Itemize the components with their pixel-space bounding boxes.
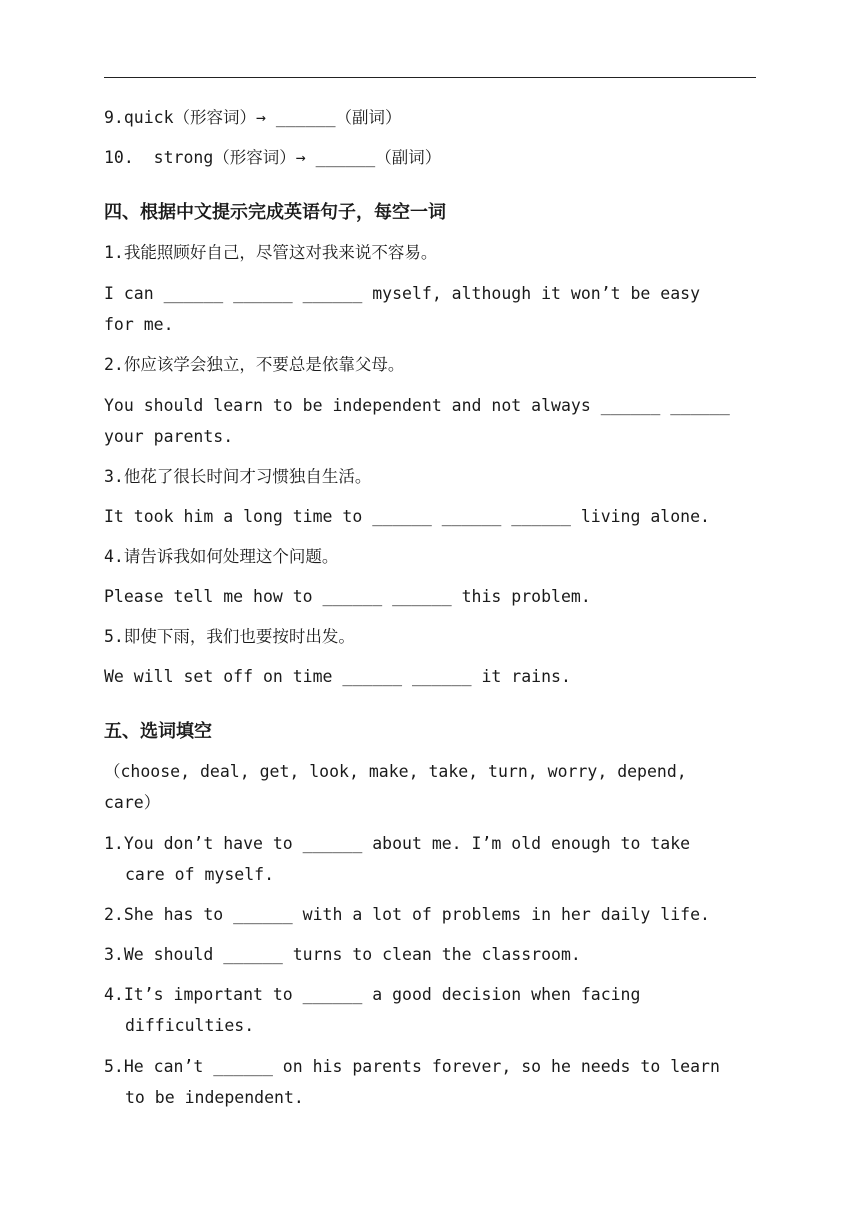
s4-q1-chinese: 1.我能照顾好自己，尽管这对我来说不容易。 [104, 243, 438, 262]
s4-q4-english: Please tell me how to ______ ______ this problem. [104, 587, 591, 606]
s4-q5-english: We will set off on time ______ ______ it rains. [104, 667, 571, 686]
s4-q2-english: You should learn to be independent and not always ______ ______ [104, 396, 730, 415]
s4-q1-english: I can ______ ______ ______ myself, although it won’t be easy [104, 284, 701, 303]
s5-word-bank: （choose, deal, get, look, make, take, turn, worry, depend, [104, 762, 687, 781]
s5-q5-cont: to be independent. [125, 1088, 304, 1107]
s4-q2-chinese: 2.你应该学会独立，不要总是依靠父母。 [104, 355, 405, 374]
s5-q2: 2.She has to ______ with a lot of problems in her daily life. [104, 905, 710, 924]
s4-q4-chinese: 4.请告诉我如何处理这个问题。 [104, 547, 339, 566]
s5-q4: 4.It’s important to ______ a good decision when facing [104, 985, 641, 1004]
s5-word-bank-cont: care） [104, 793, 161, 812]
section-5-heading: 五、选词填空 [104, 721, 212, 742]
header-rule [104, 77, 756, 78]
s5-q1: 1.You don’t have to ______ about me. I’m old enough to take [104, 834, 691, 853]
exercise-item-9: 9.quick（形容词）→ ______（副词） [104, 108, 402, 127]
s4-q2-english-cont: your parents. [104, 427, 234, 446]
exercise-item-10: 10. strong（形容词）→ ______（副词） [104, 148, 442, 167]
s4-q3-chinese: 3.他花了很长时间才习惯独自生活。 [104, 467, 372, 486]
s4-q5-chinese: 5.即使下雨，我们也要按时出发。 [104, 627, 355, 646]
section-4-heading: 四、根据中文提示完成英语句子，每空一词 [104, 202, 446, 223]
s5-q5: 5.He can’t ______ on his parents forever, so he needs to learn [104, 1057, 720, 1076]
s4-q3-english: It took him a long time to ______ ______ ______ living alone. [104, 507, 710, 526]
s4-q1-english-cont: for me. [104, 315, 174, 334]
s5-q1-cont: care of myself. [125, 865, 275, 884]
s5-q4-cont: difficulties. [125, 1016, 255, 1035]
s5-q3: 3.We should ______ turns to clean the classroom. [104, 945, 581, 964]
